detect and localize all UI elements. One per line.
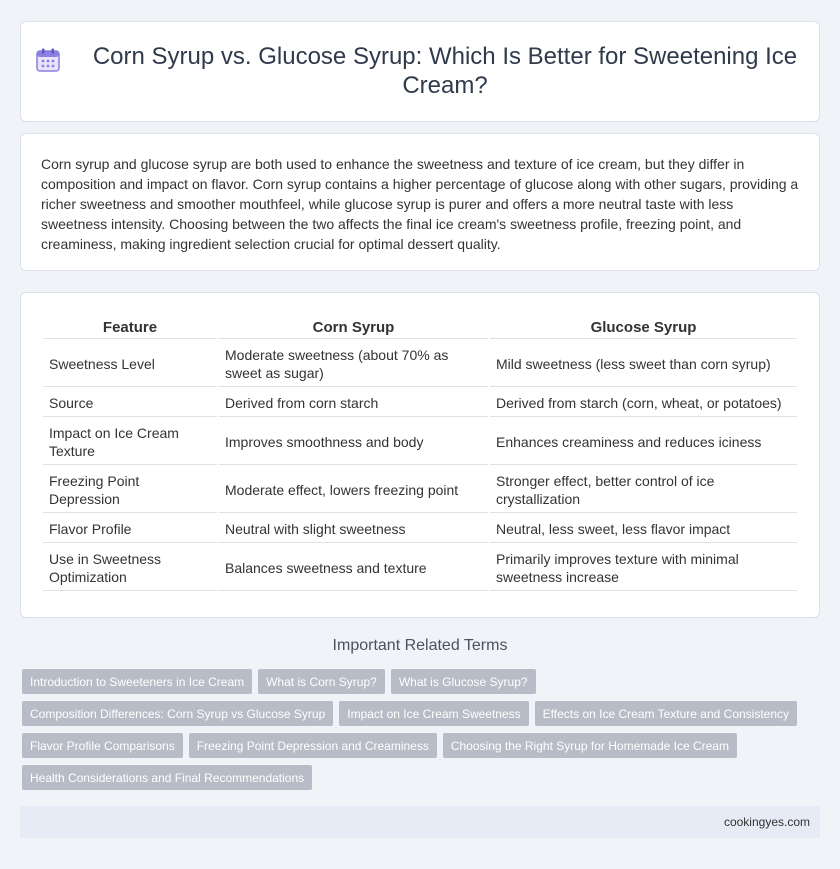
table-row <box>43 341 797 387</box>
title-card <box>20 21 820 122</box>
related-term-tag[interactable]: Effects on Ice Cream Texture and Consistency <box>535 701 797 726</box>
table-header-feature: Feature <box>43 315 217 339</box>
table-header-corn-syrup: Corn Syrup <box>219 315 488 339</box>
table-cell: Neutral with slight sweetness <box>219 515 488 543</box>
comparison-table-card <box>20 292 820 618</box>
table-cell: Moderate sweetness (about 70% as sweet as sugar) <box>219 341 488 387</box>
table-cell: Source <box>43 389 217 417</box>
table-cell: Improves smoothness and body <box>219 419 488 465</box>
related-term-tag[interactable]: Impact on Ice Cream Sweetness <box>339 701 528 726</box>
related-term-tag[interactable]: Flavor Profile Comparisons <box>22 733 183 758</box>
table-cell: Mild sweetness (less sweet than corn syrup) <box>490 341 797 387</box>
footer <box>20 806 820 838</box>
table-cell: Stronger effect, better control of ice crystallization <box>490 467 797 513</box>
table-row <box>43 467 797 513</box>
footer-site-link[interactable]: cookingyes.com <box>723 815 810 829</box>
table-cell: Freezing Point Depression <box>43 467 217 513</box>
table-cell: Derived from starch (corn, wheat, or potatoes) <box>490 389 797 417</box>
table-row <box>43 389 797 417</box>
related-term-tag[interactable]: Freezing Point Depression and Creaminess <box>189 733 437 758</box>
intro-card <box>20 133 820 271</box>
comparison-table <box>41 313 799 593</box>
table-cell: Balances sweetness and texture <box>219 545 488 591</box>
related-term-tag[interactable]: What is Corn Syrup? <box>258 669 385 694</box>
table-row <box>43 515 797 543</box>
related-term-tag[interactable]: Composition Differences: Corn Syrup vs Glucose Syrup <box>22 701 333 726</box>
table-cell: Enhances creaminess and reduces iciness <box>490 419 797 465</box>
table-row <box>43 419 797 465</box>
table-cell: Use in Sweetness Optimization <box>43 545 217 591</box>
table-cell: Moderate effect, lowers freezing point <box>219 467 488 513</box>
related-term-tag[interactable]: Health Considerations and Final Recommendations <box>22 765 312 790</box>
table-row <box>43 545 797 591</box>
table-cell: Flavor Profile <box>43 515 217 543</box>
table-cell: Impact on Ice Cream Texture <box>43 419 217 465</box>
related-terms-list <box>22 669 812 797</box>
calendar-icon <box>35 47 61 73</box>
intro-paragraph: Corn syrup and glucose syrup are both used to enhance the sweetness and texture of ice cream, but they differ in composition and impact on flavor. Corn syrup contains a higher percentage of glucose along with other sugars, providing a richer sweetness and smoother mouthfeel, while glucose syrup is purer and offers a more neutral taste with less sweetness intensity. Choosing between the two affects the final ice cream's sweetness profile, freezing point, and creaminess, making ingredient selection crucial for optimal dessert quality. <box>41 156 799 252</box>
related-term-tag[interactable]: What is Glucose Syrup? <box>391 669 536 694</box>
table-header-row <box>43 315 797 339</box>
table-header-glucose-syrup: Glucose Syrup <box>490 315 797 339</box>
related-term-tag[interactable]: Choosing the Right Syrup for Homemade Ice Cream <box>443 733 737 758</box>
table-cell: Derived from corn starch <box>219 389 488 417</box>
page-title: Corn Syrup vs. Glucose Syrup: Which Is Better for Sweetening Ice Cream? <box>92 43 798 99</box>
related-term-tag[interactable]: Introduction to Sweeteners in Ice Cream <box>22 669 252 694</box>
related-terms-heading: Important Related Terms <box>332 637 508 654</box>
table-cell: Neutral, less sweet, less flavor impact <box>490 515 797 543</box>
table-cell: Primarily improves texture with minimal sweetness increase <box>490 545 797 591</box>
table-cell: Sweetness Level <box>43 341 217 387</box>
